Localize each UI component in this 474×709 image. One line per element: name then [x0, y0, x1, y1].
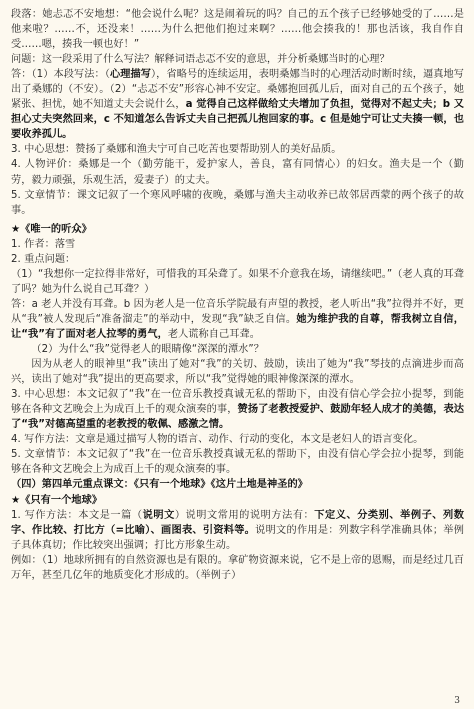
page-number: 3 [454, 696, 460, 706]
bold-text-run: a 觉得自己这样做给丈夫增加了负担，觉得对不起丈夫；b 又担心丈夫突然回来，c 不知道怎么告诉丈夫自己把孤儿抱回家的事。c 但是她宁可让丈夫揍一顿，也要收养孤儿。 [11, 99, 464, 141]
text-run: 3. 中心思想：赞扬了桑娜和渔夫宁可自己吃苦也要帮助别人的美好品质。 [11, 144, 342, 156]
text-run: 5. 文章情节：本文记叙了“我”在一位音乐教授真诚无私的帮助下，由没有信心学会拉小提琴，到能够在各种文艺晚会上为成百上千的观众演奏的事。 [11, 449, 464, 476]
section-title-earth [11, 493, 464, 508]
paragraph-author [11, 237, 464, 252]
paragraph-method [11, 432, 464, 447]
paragraph-key-points [11, 252, 464, 267]
paragraph-segment-text [11, 7, 464, 52]
text-run: ）说明文常用的说明方法有： [174, 509, 315, 521]
paragraph-q1 [11, 52, 464, 67]
paragraph-a3 [11, 357, 464, 387]
text-run: 说明文的作用是：列数字科学准确具体；举例子具体真切；作比较突出强调；打比方形象生动。 [11, 524, 464, 551]
bold-text-run: 赞扬了老教授爱护、鼓励年轻人成才的美德，表达了“我”对德高望重的老教授的敬佩、感激之情。 [11, 404, 464, 431]
paragraph-q2 [11, 267, 464, 297]
text-run: （1）“我想你一定拉得非常好，可惜我的耳朵聋了。如果不介意我在场，请继续吧。”（老人真的耳聋了吗？她为什么说自己耳聋？） [11, 268, 464, 295]
bold-text-run: ★《唯一的听众》 [11, 223, 92, 235]
text-run: 4. 写作方法：文章是通过描写人物的语言、动作、行动的变化，本文是老妇人的语言变化。 [11, 434, 424, 446]
paragraph-a1 [11, 67, 464, 142]
paragraph-characters [11, 157, 464, 187]
paragraph-plot [11, 188, 464, 218]
unit-heading [11, 477, 464, 492]
bold-text-run: ★《只有一个地球》 [11, 494, 103, 506]
section-title-listener [11, 222, 464, 237]
text-run: 1. 写作方法：本文是一篇（ [11, 509, 143, 521]
text-run: 3. 中心思想：本文记叙了“我”在一位音乐教授真诚无私的帮助下，由没有信心学会拉小提琴，到能够在各种文艺晚会上为成百上千的观众演奏的事， [11, 389, 464, 416]
text-run: 问题：这一段采用了什么写法？解释词语忐忑不安的意思，并分析桑娜当时的心理？ [11, 54, 390, 66]
text-run: （2）为什么“我”觉得老人的眼睛像“深深的潭水”？ [31, 344, 264, 356]
bold-text-run: 心理描写 [109, 69, 152, 81]
bold-text-run: （四）第四单元重点课文：《只有一个地球》《这片土地是神圣的》 [11, 479, 308, 491]
paragraph-theme [11, 142, 464, 157]
text-run: 4. 人物评价：桑娜是一个（勤劳能干，爱护家人，善良，富有同情心）的妇女。渔夫是一个（勤劳，毅力顽强，乐观生活，爱妻子）的丈夫。 [11, 159, 464, 186]
text-run: 答：（1）本段写法：（ [11, 69, 110, 81]
paragraph-plot-2 [11, 447, 464, 477]
text-run: 答：a 老人并没有耳聋。b 因为老人是一位音乐学院最有声望的教授，老人听出“我”拉得并不好，更从“我”被人发现后“准备溜走”的举动中，发现“我”缺乏自信。 [11, 298, 464, 325]
bold-text-run: 下定义、分类别、举例子、列数字、作比较、打比方（=比喻）、画图表、引资料等。 [11, 509, 464, 536]
document-content [11, 7, 464, 583]
text-run: 因为从老人的眼神里“我”读出了她对“我”的关切、鼓励，读出了她为“我”琴技的点滴进步而高兴，读出了她对“我”提出的更高要求，所以“我”觉得她的眼神像深深的潭水。 [11, 359, 464, 386]
paragraph-q3 [11, 342, 464, 357]
text-run: 例如：（1）地球所拥有的自然资源也是有限的。拿矿物资源来说，它不是上帝的恩赐，而是经过几百万年，甚至几亿年的地质变化才形成的。（举例子） [11, 554, 464, 581]
paragraph-writing [11, 508, 464, 553]
paragraph-theme-2 [11, 387, 464, 432]
paragraph-a2 [11, 297, 464, 342]
text-run: ），省略号的连续运用，表明桑娜当时的心理活动时断时续，逼真地写出了桑娜的（不安）。（2）“忐忑不安”形容心神不安定。桑娜抱回孤儿后，面对自己的五个孩子，她紧张、担忧，她不知道丈夫会说什么， [11, 69, 464, 111]
bold-text-run: 说明文 [142, 509, 175, 521]
paragraph-example [11, 553, 464, 583]
text-run: 2. 重点问题： [11, 253, 76, 265]
bold-text-run: 她为维护我的自尊，帮我树立自信，让“我”有了面对老人拉琴的勇气， [11, 313, 464, 340]
text-run: 段落：她忐忑不安地想：“他会说什么呢？这是闹着玩的吗？自己的五个孩子已经够她受的了……是他来啦？……不，还没来！……为什么把他们抱过来啊？……他会揍我的！那也活该，我自作自受……嗯，揍我一顿也好！” [11, 9, 464, 51]
text-run: 老人谎称自己耳聋。 [167, 328, 260, 340]
text-run: 1. 作者：落雪 [11, 238, 76, 250]
text-run: 5. 文章情节：课文记叙了一个寒风呼啸的夜晚，桑娜与渔夫主动收养已故邻居西蒙的两个孩子的故事。 [11, 189, 464, 216]
